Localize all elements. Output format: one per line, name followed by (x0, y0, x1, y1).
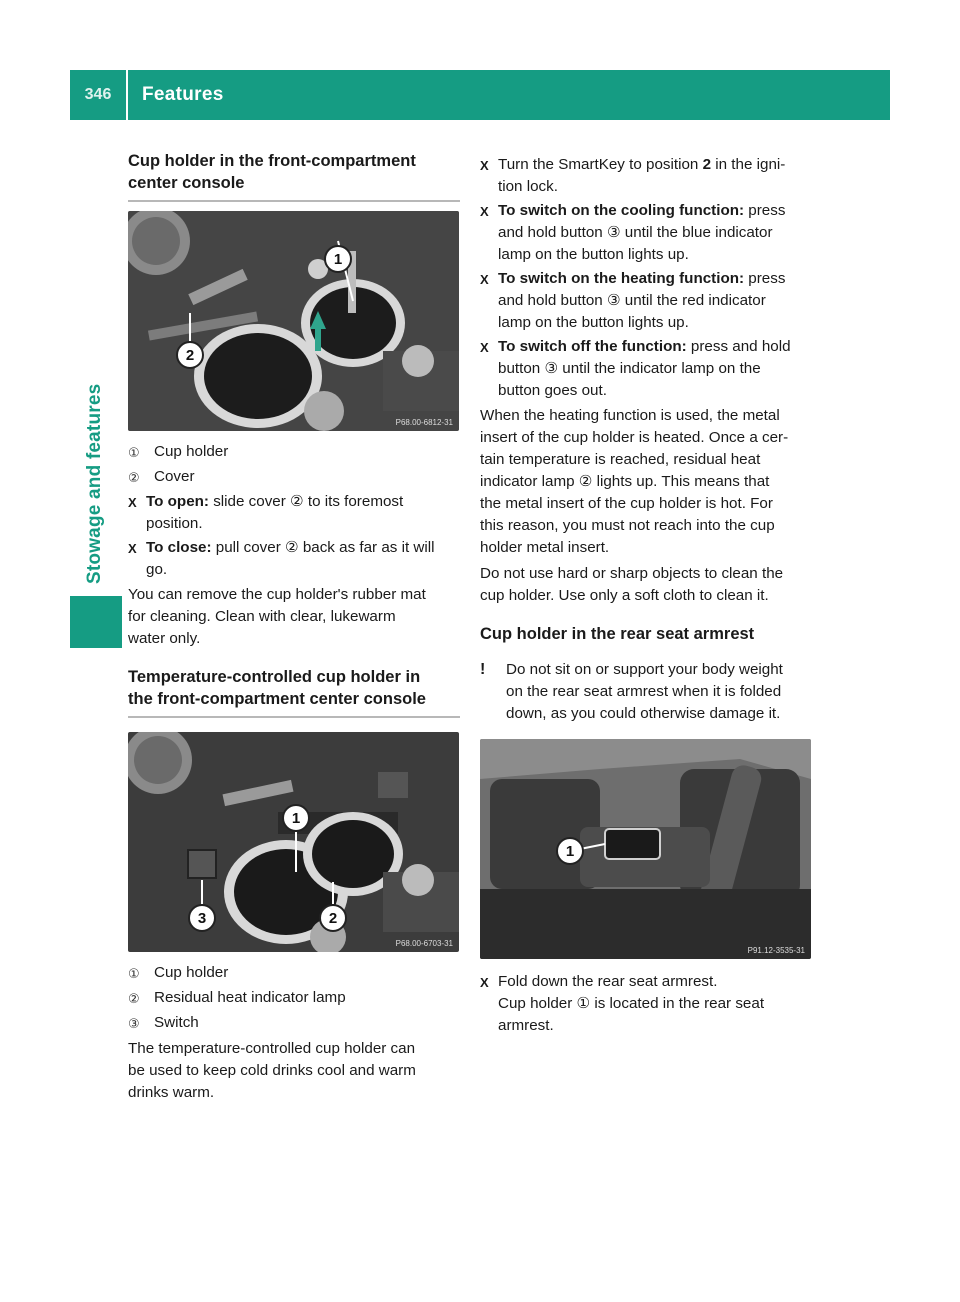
image-code: P91.12-3535-31 (747, 946, 805, 955)
warning-line: down, as you could otherwise damage it. (506, 705, 781, 722)
side-tab-marker (70, 596, 122, 648)
legend-text: Cover (154, 468, 195, 485)
legend-text: Cup holder (154, 964, 229, 981)
warning-text (506, 659, 783, 725)
paragraph-line: for cleaning. Clean with clear, lukewarm (128, 608, 396, 625)
figure-rear-armrest (480, 739, 811, 959)
step-line: button ③ until the indicator lamp on the (498, 360, 761, 377)
callout-3: 3 (197, 910, 207, 927)
step-bold: To switch off the function: (498, 338, 687, 355)
title-line: center console (128, 174, 245, 192)
legend-item (128, 962, 460, 985)
figure-temperature-cup-holder (128, 732, 459, 952)
legend-item (128, 441, 460, 464)
paragraph-line: holder metal insert. (480, 539, 610, 556)
paragraph (480, 405, 812, 559)
legend-number: ② (128, 991, 140, 1006)
paragraph-line: the metal insert of the cup holder is hot. For (480, 495, 773, 512)
warning-line: on the rear seat armrest when it is folded (506, 683, 782, 700)
paragraph-line: cup holder. Use only a soft cloth to clean it. (480, 587, 769, 604)
paragraph-line: drinks warm. (128, 1084, 215, 1101)
legend-list (128, 441, 460, 489)
warning-icon: ! (480, 661, 486, 678)
paragraph-line: indicator lamp ② lights up. This means that (480, 473, 770, 490)
step-text (498, 336, 812, 402)
step-arrow-icon: X (480, 340, 489, 355)
paragraph (128, 1038, 460, 1104)
step-bold: 2 (702, 156, 712, 173)
title-line: Temperature-controlled cup holder in (128, 668, 421, 686)
step-text (146, 491, 460, 535)
paragraph-line: Do not use hard or sharp objects to clean the (480, 565, 784, 582)
legend-text: Residual heat indicator lamp (154, 989, 346, 1006)
warning-line: Do not sit on or support your body weight (506, 661, 783, 678)
step-line: lamp on the button lights up. (498, 246, 689, 263)
title-line: Cup holder in the front-compartment (128, 152, 416, 170)
step-text (498, 154, 812, 198)
legend-text: Cup holder (154, 443, 229, 460)
paragraph-line: The temperature-controlled cup holder can (128, 1040, 416, 1057)
step-line: in the igni- (711, 156, 786, 173)
page-header (70, 70, 890, 120)
left-column (128, 150, 460, 1104)
warning-note (480, 659, 812, 725)
step-line: press and hold (686, 338, 791, 355)
instruction-step (480, 268, 812, 334)
image-code: P68.00-6703-31 (395, 939, 453, 948)
step-text (146, 537, 460, 581)
step-bold: To switch on the heating function: (498, 270, 745, 287)
step-arrow-icon: X (480, 272, 489, 287)
instruction-step (128, 537, 460, 581)
callout-2: 2 (328, 910, 338, 927)
step-arrow-icon: X (128, 495, 137, 510)
step-line: armrest. (498, 1017, 554, 1034)
step-line: slide cover ② to its foremost (208, 493, 404, 510)
step-line: Turn the SmartKey to position (498, 156, 703, 173)
instruction-step (128, 491, 460, 535)
callout-1: 1 (291, 810, 301, 827)
legend-item (128, 466, 460, 489)
step-line: and hold button ③ until the blue indicator (498, 224, 773, 241)
legend-number: ① (128, 966, 140, 981)
cup-holder-illustration (128, 211, 459, 431)
paragraph-line: tain temperature is reached, residual heat (480, 451, 761, 468)
step-text (498, 268, 812, 334)
step-arrow-icon: X (480, 204, 489, 219)
callout-2: 2 (185, 347, 195, 364)
section-title-temperature (128, 666, 460, 718)
title-line: the front-compartment center console (128, 690, 426, 708)
rear-armrest-illustration (480, 739, 811, 959)
callout-1: 1 (565, 843, 575, 860)
step-line: lamp on the button lights up. (498, 314, 689, 331)
step-line: Cup holder ① is located in the rear seat (498, 995, 765, 1012)
step-bold: To switch on the cooling function: (498, 202, 745, 219)
step-line: tion lock. (498, 178, 558, 195)
step-bold: To close: (146, 539, 212, 556)
paragraph-line: You can remove the cup holder's rubber mat (128, 586, 426, 603)
step-line: press (744, 270, 786, 287)
step-line: and hold button ③ until the red indicator (498, 292, 766, 309)
step-line: pull cover ② back as far as it will (211, 539, 435, 556)
step-line: Fold down the rear seat armrest. (498, 973, 718, 990)
instruction-step (480, 200, 812, 266)
legend-item (128, 1012, 460, 1035)
image-code: P68.00-6812-31 (395, 418, 453, 427)
step-line: go. (146, 561, 168, 578)
step-text (498, 200, 812, 266)
callout-1: 1 (333, 251, 343, 268)
paragraph-line: insert of the cup holder is heated. Once a cer- (480, 429, 789, 446)
paragraph-line: this reason, you must not reach into the cup (480, 517, 775, 534)
paragraph-line: When the heating function is used, the metal (480, 407, 780, 424)
legend-item (128, 987, 460, 1010)
figure-cup-holder-cover (128, 211, 459, 431)
legend-text: Switch (154, 1014, 199, 1031)
section-title-rear-armrest: Cup holder in the rear seat armrest (480, 625, 755, 643)
instruction-step (480, 154, 812, 198)
chapter-title: Features (142, 84, 224, 105)
step-line: position. (146, 515, 203, 532)
instruction-step (480, 971, 812, 1037)
legend-list (128, 962, 460, 1035)
instruction-step (480, 336, 812, 402)
right-column (480, 152, 812, 1039)
step-bold: To open: (146, 493, 209, 510)
legend-number: ③ (128, 1016, 140, 1031)
legend-number: ① (128, 445, 140, 460)
step-arrow-icon: X (128, 541, 137, 556)
paragraph (480, 563, 812, 607)
step-line: press (744, 202, 786, 219)
temperature-cup-holder-illustration (128, 732, 459, 952)
step-line: button goes out. (498, 382, 607, 399)
legend-number: ② (128, 470, 140, 485)
step-text (498, 971, 812, 1037)
section-title-cup-holder (128, 150, 460, 202)
side-tab-label: Stowage and features (84, 383, 105, 584)
paragraph (128, 584, 460, 650)
paragraph-line: be used to keep cold drinks cool and warm (128, 1062, 416, 1079)
paragraph-line: water only. (128, 630, 201, 647)
page-number: 346 (70, 70, 128, 120)
step-arrow-icon: X (480, 158, 489, 173)
step-arrow-icon: X (480, 975, 489, 990)
